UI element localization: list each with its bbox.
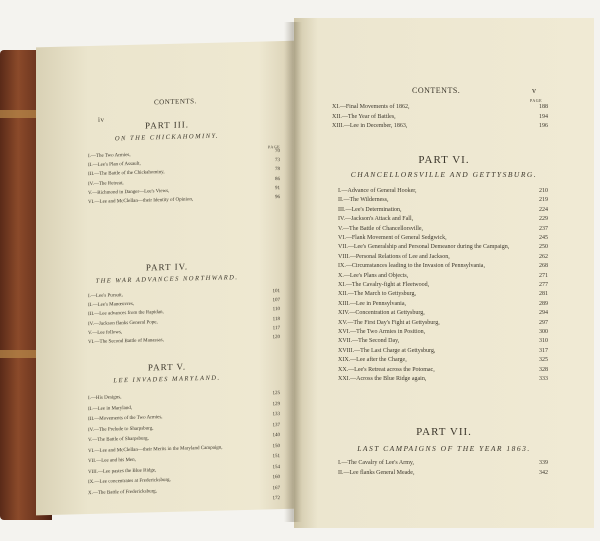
toc-entry-label: VIII.—Personal Relations of Lee and Jackson, (338, 253, 450, 260)
toc-entry-label: VII.—Lee's Generalship and Personal Demeanor during the Campaign, (338, 244, 510, 251)
toc-entry-label: XXI.—Across the Blue Ridge again, (338, 376, 427, 382)
toc-entry-page: 339 (539, 460, 548, 466)
left-page (36, 41, 298, 516)
toc-entry-label: I.—The Two Armies, (88, 152, 131, 160)
toc-entry-page: 137 (272, 422, 280, 428)
toc-entry-label: XX.—Lee's Retreat across the Potomac, (338, 366, 435, 373)
part-title: PART VII. (416, 426, 472, 438)
toc-entry-page: 224 (539, 206, 548, 213)
toc-entry-page: 196 (539, 123, 548, 129)
toc-entry-label: II.—Lee in Maryland, (88, 405, 133, 412)
right-page-number: v (532, 86, 537, 95)
part-title: PART III. (145, 119, 189, 131)
toc-entry-page: 140 (272, 433, 280, 439)
toc-entry-label: II.—Lee flanks General Meade, (338, 470, 415, 476)
part-title: PART VI. (418, 154, 470, 166)
toc-entry-page: 342 (539, 470, 548, 476)
toc-entry-label: XIV.—Concentration at Gettysburg, (338, 310, 425, 317)
toc-entry-label: II.—The Wilderness, (338, 197, 389, 204)
toc-entry-page: 110 (272, 307, 280, 313)
toc-entry-page: 188 (539, 104, 548, 110)
toc-entry-page: 101 (272, 289, 280, 295)
toc-entry-label: III.—Movements of the Two Armies, (88, 415, 163, 423)
toc-entry-page: 117 (272, 325, 280, 332)
toc-entry-page: 78 (275, 167, 280, 173)
part-subtitle: THE WAR ADVANCES NORTHWARD. (95, 274, 239, 285)
toc-entry-label: I.—Lee's Pursuit, (88, 293, 123, 300)
toc-entry-label: VI.—Flank Movement of General Sedgwick, (338, 235, 447, 241)
toc-entry-page: 297 (539, 319, 548, 326)
toc-entry-label: IV.—Jackson's Attack and Fall, (338, 216, 414, 223)
part-subtitle: LAST CAMPAIGNS OF THE YEAR 1863. (357, 444, 531, 453)
toc-entry-label: VI.—Lee and McClellan—their Merits in the Maryland Campaign, (88, 445, 223, 454)
toc-entry-page: 86 (275, 176, 280, 182)
toc-entry-page: 73 (275, 158, 280, 164)
toc-entry-page: 300 (539, 329, 548, 335)
toc-entry-page: 229 (539, 216, 548, 223)
toc-entry-label: IX.—Lee concentrates at Fredericksburg, (88, 477, 171, 486)
toc-entry-page: 129 (272, 401, 280, 407)
toc-entry-label: XIII.—Lee in Pennsylvania, (338, 300, 406, 307)
toc-entry-label: II.—Lee's Plan of Assault, (88, 161, 141, 169)
right-page (294, 18, 594, 528)
toc-entry-label: IX.—Circumstances leading to the Invasion of Pennsylvania, (338, 263, 485, 270)
toc-entry-page: 150 (272, 443, 280, 449)
toc-entry-page: 277 (539, 282, 548, 288)
right-page-header: CONTENTS. (412, 86, 461, 95)
toc-entry-page: 96 (275, 195, 280, 201)
toc-entry-page: 333 (539, 376, 548, 382)
toc-entry-page: 160 (272, 475, 280, 481)
toc-entry-page: 294 (539, 310, 548, 317)
toc-entry-label: XV.—The First Day's Fight at Gettysburg, (338, 319, 440, 326)
part-title: PART IV. (145, 261, 189, 273)
toc-entry-page: 154 (272, 464, 280, 470)
toc-entry-page: 125 (272, 391, 280, 397)
toc-entry-label: I.—His Designs, (88, 395, 122, 402)
toc-entry-label: XVII.—The Second Day, (338, 338, 400, 345)
toc-entry-label: VIII.—Lee pastes the Blue Ridge, (88, 467, 157, 475)
toc-entry-page: 250 (539, 244, 548, 251)
toc-entry-label: II.—Lee's Manœuvres, (88, 302, 135, 309)
toc-entry-label: XIII.—Lee in December, 1863, (332, 123, 408, 129)
part-subtitle: LEE INVADES MARYLAND. (113, 374, 221, 385)
toc-entry-page: 70 (275, 149, 280, 155)
toc-entry-label: XI.—Final Movements of 1862, (332, 104, 410, 110)
left-page-header: CONTENTS. (154, 97, 197, 107)
toc-entry-page: 281 (539, 291, 548, 298)
toc-entry-label: V.—The Battle of Chancellorsville, (338, 225, 424, 232)
part-subtitle: CHANCELLORSVILLE AND GETTYSBURG. (350, 170, 538, 179)
toc-entry-page: 133 (272, 412, 280, 418)
toc-entry-page: 151 (272, 454, 280, 460)
toc-entry-page: 268 (539, 263, 548, 270)
toc-entry-label: IV.—Jackson flanks General Pope, (88, 319, 158, 327)
left-page-number: iv (98, 115, 105, 124)
part-title: PART V. (147, 361, 187, 373)
toc-entry-page: 328 (539, 366, 548, 373)
toc-entry-label: XII.—The March to Gettysburg, (338, 291, 417, 298)
toc-entry-label: XVI.—The Two Armies in Position, (338, 329, 426, 335)
part-subtitle: ON THE CHICKAHOMINY. (114, 132, 220, 143)
toc-entry-label: V.—Lee follows, (88, 329, 123, 336)
toc-entry-label: VI.—Lee and McClellan—their Identity of Opinion, (88, 197, 194, 206)
toc-entry-page: 210 (539, 188, 548, 194)
toc-entry-label: III.—The Battle of the Chickahominy, (88, 170, 165, 178)
toc-entry-page: 325 (539, 357, 548, 364)
toc-entry-label: XI.—The Cavalry-fight at Fleetwood, (338, 282, 430, 288)
book-gutter (284, 22, 302, 522)
page-column-label: PAGE (268, 144, 281, 150)
toc-entry-label: XIX.—Lee after the Charge, (338, 357, 407, 364)
toc-entry-label: XVIII.—The Last Charge at Gettysburg, (338, 347, 436, 354)
toc-entry-page: 107 (272, 298, 280, 304)
toc-entry-page: 118 (272, 316, 280, 322)
toc-entry-page: 167 (272, 485, 280, 491)
toc-entry-page: 91 (275, 185, 280, 191)
toc-entry-label: VII.—Lee and his Men, (88, 457, 136, 465)
toc-entry-label: X.—Lee's Plans and Objects, (338, 272, 409, 279)
toc-entry-label: I.—Advance of General Hooker, (338, 188, 417, 194)
toc-entry-label: V.—The Battle of Sharpsburg, (88, 436, 149, 444)
open-book (22, 12, 594, 528)
toc-entry-label: IV.—The Prelude to Sharpsburg, (88, 425, 154, 433)
toc-entry-label: III.—Lee's Determination, (338, 206, 402, 213)
toc-entry-page: 289 (539, 300, 548, 307)
toc-entry-page: 194 (539, 113, 548, 120)
toc-entry-page: 317 (539, 347, 548, 354)
toc-entry-page: 219 (539, 197, 548, 204)
toc-entry-page: 245 (539, 235, 548, 241)
toc-entry-page: 120 (272, 335, 280, 341)
toc-entry-page: 237 (539, 225, 548, 232)
toc-entry-label: IV.—The Retreat, (88, 180, 124, 187)
toc-entry-page: 310 (539, 338, 548, 345)
toc-entry-label: X.—The Battle of Fredericksburg, (88, 488, 157, 496)
toc-entry-page: 271 (539, 272, 548, 279)
toc-entry-label: V.—Richmond in Danger—Lee's Views, (88, 188, 170, 196)
toc-entry-label: III.—Lee advances from the Rapidan, (88, 310, 164, 318)
toc-entry-page: 262 (539, 253, 548, 260)
toc-entry-page: 172 (272, 496, 280, 502)
page-column-label: PAGE (530, 98, 543, 103)
toc-entry-label: XII.—The Year of Battles, (332, 113, 396, 120)
toc-entry-label: I.—The Cavalry of Lee's Army, (338, 460, 415, 466)
toc-entry-label: VI.—The Second Battle of Manassas, (88, 338, 164, 346)
